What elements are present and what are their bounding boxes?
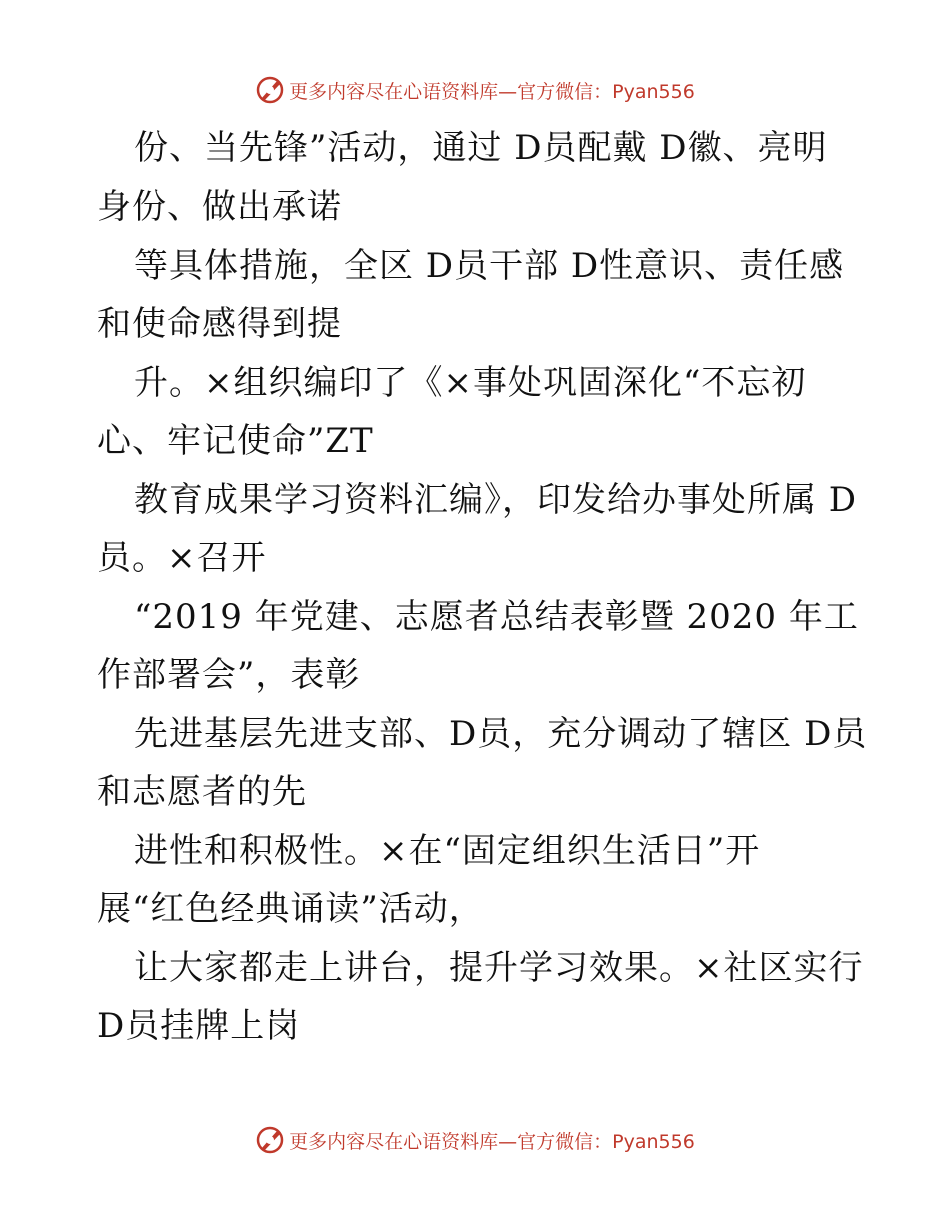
body-line: 等具体措施，全区 D员干部 D性意识、责任感 xyxy=(134,246,845,286)
body-line: 展“红色经典诵读”活动， xyxy=(97,889,484,929)
body-line: D员挂牌上岗 xyxy=(97,1006,301,1046)
body-line: 身份、做出承诺 xyxy=(97,187,342,227)
body-line: 教育成果学习资料汇编》，印发给办事处所属 D xyxy=(134,480,858,520)
quill-logo-icon xyxy=(255,75,285,105)
footer-banner xyxy=(0,1120,950,1160)
header-banner-text: 更多内容尽在心语资料库—官方微信：Pyan556 xyxy=(289,80,695,103)
body-line: 升。×组织编印了《×事处巩固深化“不忘初 xyxy=(134,363,807,403)
body-line: 和志愿者的先 xyxy=(97,772,307,812)
body-line: 作部署会”，表彰 xyxy=(97,655,361,695)
body-line: 员。×召开 xyxy=(97,538,267,578)
footer-banner-text: 更多内容尽在心语资料库—官方微信：Pyan556 xyxy=(289,1130,695,1153)
body-line: 进性和积极性。×在“固定组织生活日”开 xyxy=(134,831,761,871)
body-line: 心、牢记使命”ZT xyxy=(97,421,374,461)
body-line: 份、当先锋”活动，通过 D员配戴 D徽、亮明 xyxy=(134,128,828,168)
header-banner xyxy=(0,70,950,110)
body-line: 让大家都走上讲台，提升学习效果。×社区实行 xyxy=(134,948,864,988)
body-line: “2019 年党建、志愿者总结表彰暨 2020 年工 xyxy=(134,597,859,637)
quill-logo-icon xyxy=(255,1125,285,1155)
body-line: 和使命感得到提 xyxy=(97,304,342,344)
body-line: 先进基层先进支部、D员，充分调动了辖区 D员 xyxy=(134,714,868,754)
